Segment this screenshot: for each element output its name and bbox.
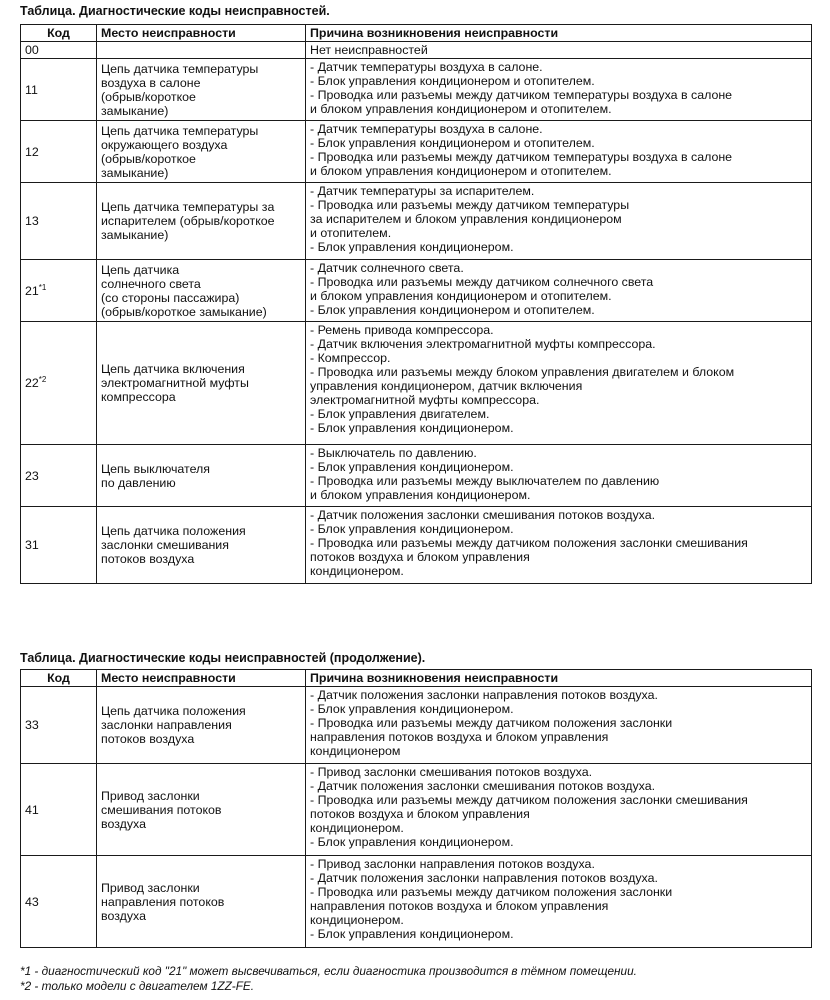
header-code: Код — [21, 25, 97, 42]
table-row — [21, 59, 812, 121]
code-cell — [21, 507, 97, 584]
code-value: 33 — [25, 718, 39, 732]
table-row — [21, 42, 812, 59]
table-row — [21, 260, 812, 322]
place-cell: Привод заслонки направления потоков воздуха — [97, 856, 306, 948]
cause-cell: - Ремень привода компрессора. - Датчик включения электромагнитной муфты компрессора. - Компрессор. - Проводка или разъемы между блоком управления двигателем и блоком управления кондиционером, датчик включения электромагнитной муфты компрессора. - Блок управления двигателем. - Блок управления кондиционером. — [306, 322, 812, 445]
code-value: 41 — [25, 802, 39, 817]
code-cell — [21, 445, 97, 507]
table-header-row — [21, 670, 812, 687]
cause-cell: - Датчик положения заслонки направления потоков воздуха. - Блок управления кондиционером. - Проводка или разъемы между датчиком положения заслонки направления потоков воздуха и блоком управления кондиционером — [306, 687, 812, 764]
table-row — [21, 445, 812, 507]
code-cell — [21, 121, 97, 183]
code-cell — [21, 260, 97, 322]
cause-cell: - Датчик солнечного света. - Проводка или разъемы между датчиком солнечного света и блоком управления кондиционером и отопителем. - Блок управления кондиционером и отопителем. — [306, 260, 812, 322]
code-value: 21 — [25, 283, 39, 298]
cause-cell: - Датчик температуры воздуха в салоне. - Блок управления кондиционером и отопителем. - Проводка или разъемы между датчиком температуры воздуха в салоне и блоком управления кондиционером и отопителем. — [306, 59, 812, 121]
code-value: 23 — [25, 468, 39, 483]
place-cell: Цепь датчика температуры окружающего воздуха (обрыв/короткое замыкание) — [97, 121, 306, 183]
code-cell — [21, 183, 97, 260]
code-cell — [21, 59, 97, 121]
place-cell: Цепь датчика положения заслонки направления потоков воздуха — [97, 687, 306, 764]
footnote-marker: *2 — [38, 375, 47, 384]
code-cell — [21, 764, 97, 856]
code-value: 12 — [25, 144, 39, 159]
place-cell: Привод заслонки смешивания потоков воздуха — [97, 764, 306, 856]
table-row — [21, 183, 812, 260]
header-cause: Причина возникновения неисправности — [306, 25, 812, 42]
code-value: 13 — [25, 214, 39, 228]
place-cell: Цепь датчика включения электромагнитной муфты компрессора — [97, 322, 306, 445]
code-value: 22 — [25, 376, 39, 390]
footnote-1: *1 - диагностический код "21" может высвечиваться, если диагностика производится в тёмном помещении. — [20, 964, 637, 978]
cause-cell: - Привод заслонки смешивания потоков воздуха. - Датчик положения заслонки смешивания потоков воздуха. - Проводка или разъемы между датчиком положения заслонки смешивания потоков воздуха и блоком управления кондиционером. - Блок управления кондиционером. — [306, 764, 812, 856]
footnote-2: *2 - только модели с двигателем 1ZZ-FE. — [20, 979, 255, 993]
table-row — [21, 121, 812, 183]
code-value: 00 — [25, 43, 39, 57]
table-row — [21, 687, 812, 764]
footnote-marker: *1 — [38, 282, 47, 292]
cause-cell: - Выключатель по давлению. - Блок управления кондиционером. - Проводка или разъемы между выключателем по давлению и блоком управления кондиционером. — [306, 445, 812, 507]
cause-cell: - Привод заслонки направления потоков воздуха. - Датчик положения заслонки направления потоков воздуха. - Проводка или разъемы между датчиком положения заслонки направления потоков воздуха и блоком управления кондиционером. - Блок управления кондиционером. — [306, 856, 812, 948]
table-row — [21, 507, 812, 584]
table-header-row — [21, 25, 812, 42]
code-cell — [21, 42, 97, 59]
header-place: Место неисправности — [97, 25, 306, 42]
code-cell — [21, 687, 97, 764]
table-row — [21, 764, 812, 856]
cause-cell: - Датчик положения заслонки смешивания потоков воздуха. - Блок управления кондиционером. - Проводка или разъемы между датчиком положения заслонки смешивания потоков воздуха и блоком управления кондиционером. — [306, 507, 812, 584]
table-2-caption: Таблица. Диагностические коды неисправностей (продолжение). — [20, 651, 426, 665]
table-row — [21, 856, 812, 948]
header-cause: Причина возникновения неисправности — [306, 670, 812, 687]
place-cell: Цепь выключателя по давлению — [97, 445, 306, 507]
cause-cell: Нет неисправностей — [306, 42, 812, 59]
diagnostic-codes-table — [20, 24, 812, 584]
table-row — [21, 322, 812, 445]
place-cell: Цепь датчика солнечного света (со стороны пассажира) (обрыв/короткое замыкание) — [97, 260, 306, 322]
place-cell: Цепь датчика положения заслонки смешивания потоков воздуха — [97, 507, 306, 584]
code-value: 43 — [25, 894, 39, 909]
header-place: Место неисправности — [97, 670, 306, 687]
place-cell: Цепь датчика температуры за испарителем (обрыв/короткое замыкание) — [97, 183, 306, 260]
header-code: Код — [21, 670, 97, 687]
place-cell: Цепь датчика температуры воздуха в салоне (обрыв/короткое замыкание) — [97, 59, 306, 121]
code-value: 31 — [25, 538, 39, 552]
place-cell — [97, 42, 306, 59]
cause-cell: - Датчик температуры воздуха в салоне. - Блок управления кондиционером и отопителем. - Проводка или разъемы между датчиком температуры воздуха в салоне и блоком управления кондиционером и отопителем. — [306, 121, 812, 183]
table-1-caption: Таблица. Диагностические коды неисправностей. — [20, 4, 330, 18]
code-value: 11 — [25, 82, 38, 97]
code-cell — [21, 856, 97, 948]
code-cell — [21, 322, 97, 445]
diagnostic-codes-table-continued — [20, 669, 812, 948]
cause-cell: - Датчик температуры за испарителем. - Проводка или разъемы между датчиком температуры за испарителем и блоком управления кондиционером и отопителем. - Блок управления кондиционером. — [306, 183, 812, 260]
